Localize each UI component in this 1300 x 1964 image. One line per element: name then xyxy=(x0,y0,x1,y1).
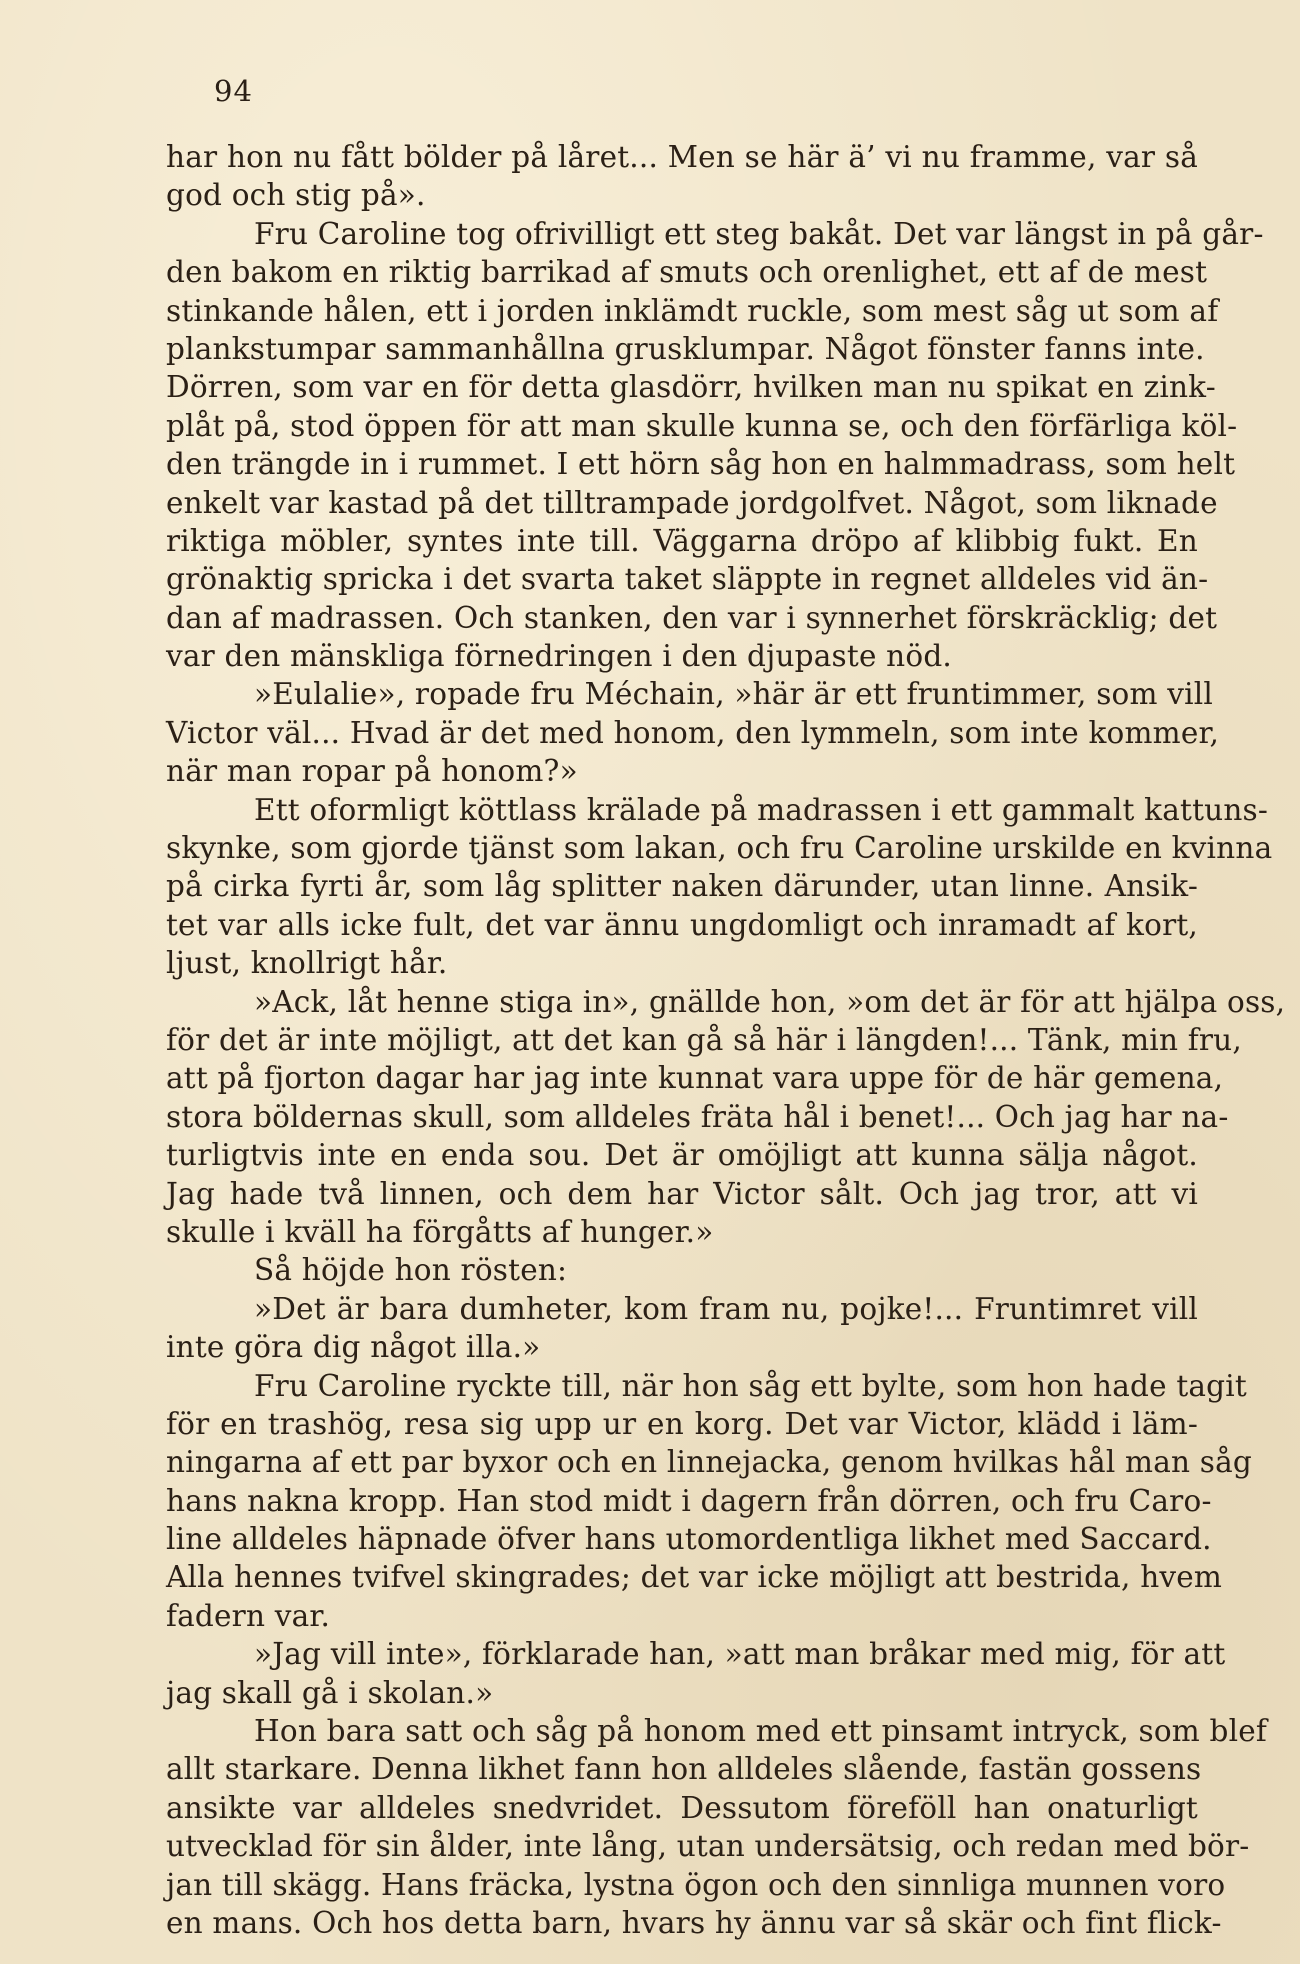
text-line: för det är inte möjligt, att det kan gå så här i längden!... Tänk, min fru, xyxy=(166,1022,1242,1057)
text-line: »Jag vill inte», förklarade han, »att man bråkar med mig, för att xyxy=(254,1637,1226,1672)
text-line: Ett oformligt köttlass krälade på madrassen i ett gammalt kattuns- xyxy=(254,792,1269,827)
text-line: ljust, knollrigt hår. xyxy=(166,946,448,981)
text-line: plåt på, stod öppen för att man skulle kunna se, och den förfärliga köl- xyxy=(166,408,1238,443)
text-line: en mans. Och hos detta barn, hvars hy ännu var så skär och fint flick- xyxy=(166,1905,1222,1940)
text-line: var den mänskliga förnedringen i den djupaste nöd. xyxy=(166,639,953,674)
text-line: skulle i kväll ha förgåtts af hunger.» xyxy=(166,1214,714,1249)
page-number: 94 xyxy=(214,74,253,108)
text-line: inte göra dig något illa.» xyxy=(166,1330,541,1365)
text-line: när man ropar på honom?» xyxy=(166,754,578,789)
text-line: Hon bara satt och såg på honom med ett pinsamt intryck, som blef xyxy=(254,1714,1268,1749)
text-line: allt starkare. Denna likhet fann hon alldeles slående, fastän gossens xyxy=(166,1752,1202,1787)
text-line: ansikte var alldeles snedvridet. Dessutom föreföll han onaturligt xyxy=(166,1790,1198,1825)
text-line: har hon nu fått bölder på låret... Men se här ä’ vi nu framme, var så xyxy=(166,140,1198,174)
text-line: utvecklad för sin ålder, inte lång, utan undersätsig, och redan med bör- xyxy=(166,1829,1250,1864)
text-line: jag skall gå i skolan.» xyxy=(166,1675,494,1710)
text-line: Så höjde hon rösten: xyxy=(254,1253,568,1288)
text-line: den bakom en riktig barrikad af smuts och orenlighet, ett af de mest xyxy=(166,255,1208,290)
text-line: »Eulalie», ropade fru Méchain, »här är ett fruntimmer, som vill xyxy=(254,677,1214,712)
text-line: Fru Caroline tog ofrivilligt ett steg bakåt. Det var längst in på går- xyxy=(254,216,1264,251)
text-line: grönaktig spricka i det svarta taket släppte in regnet alldeles vid än- xyxy=(166,562,1209,597)
text-line: stora böldernas skull, som alldeles fräta hål i benet!... Och jag har na- xyxy=(166,1099,1229,1134)
text-line: jan till skägg. Hans fräcka, lystna ögon och den sinnliga munnen voro xyxy=(166,1867,1226,1902)
text-line: Jag hade två linnen, och dem har Victor sålt. Och jag tror, att vi xyxy=(166,1176,1198,1211)
text-line: den trängde in i rummet. I ett hörn såg hon en halmmadrass, som helt xyxy=(166,447,1236,482)
text-line: för en trashög, resa sig upp ur en korg. Det var Victor, klädd i läm- xyxy=(166,1406,1198,1441)
text-line: Victor väl... Hvad är det med honom, den lymmeln, som inte kommer, xyxy=(166,715,1220,750)
text-line: skynke, som gjorde tjänst som lakan, och fru Caroline urskilde en kvinna xyxy=(166,831,1273,866)
text-line: Fru Caroline ryckte till, när hon såg ett bylte, som hon hade tagit xyxy=(254,1368,1247,1403)
text-line: att på fjorton dagar har jag inte kunnat vara uppe för de här gemena, xyxy=(166,1061,1224,1096)
text-line: enkelt var kastad på det tilltrampade jordgolfvet. Något, som liknade xyxy=(166,485,1218,520)
text-line: Dörren, som var en för detta glasdörr, hvilken man nu spikat en zink- xyxy=(166,370,1216,405)
text-line: plankstumpar sammanhållna grusklumpar. Något fönster fanns inte. xyxy=(166,331,1205,366)
text-line: stinkande hålen, ett i jorden inklämdt ruckle, som mest såg ut som af xyxy=(166,293,1219,328)
text-line: »Det är bara dumheter, kom fram nu, pojke!... Fruntimret vill xyxy=(254,1291,1198,1326)
text-line: ningarna af ett par byxor och en linnejacka, genom hvilkas hål man såg xyxy=(166,1445,1252,1480)
text-line: god och stig på». xyxy=(166,178,426,213)
body-text xyxy=(166,138,1286,1942)
text-line: »Ack, låt henne stiga in», gnällde hon, »om det är för att hjälpa oss, xyxy=(254,984,1286,1019)
text-line: tet var alls icke fult, det var ännu ungdomligt och inramadt af kort, xyxy=(166,907,1198,942)
text-line: dan af madrassen. Och stanken, den var i synnerhet förskräcklig; det xyxy=(166,600,1218,635)
text-line: på cirka fyrti år, som låg splitter naken därunder, utan linne. Ansik- xyxy=(166,869,1198,904)
text-line: hans nakna kropp. Han stod midt i dagern från dörren, och fru Caro- xyxy=(166,1483,1212,1518)
text-line: line alldeles häpnade öfver hans utomordentliga likhet med Saccard. xyxy=(166,1522,1212,1557)
text-line: Alla hennes tvifvel skingrades; det var icke möjligt att bestrida, hvem xyxy=(166,1560,1223,1595)
text-line: turligtvis inte en enda sou. Det är omöjligt att kunna sälja något. xyxy=(166,1138,1198,1173)
text-line: fadern var. xyxy=(166,1598,331,1633)
text-line: riktiga möbler, syntes inte till. Väggarna dröpo af klibbig fukt. En xyxy=(166,523,1198,558)
